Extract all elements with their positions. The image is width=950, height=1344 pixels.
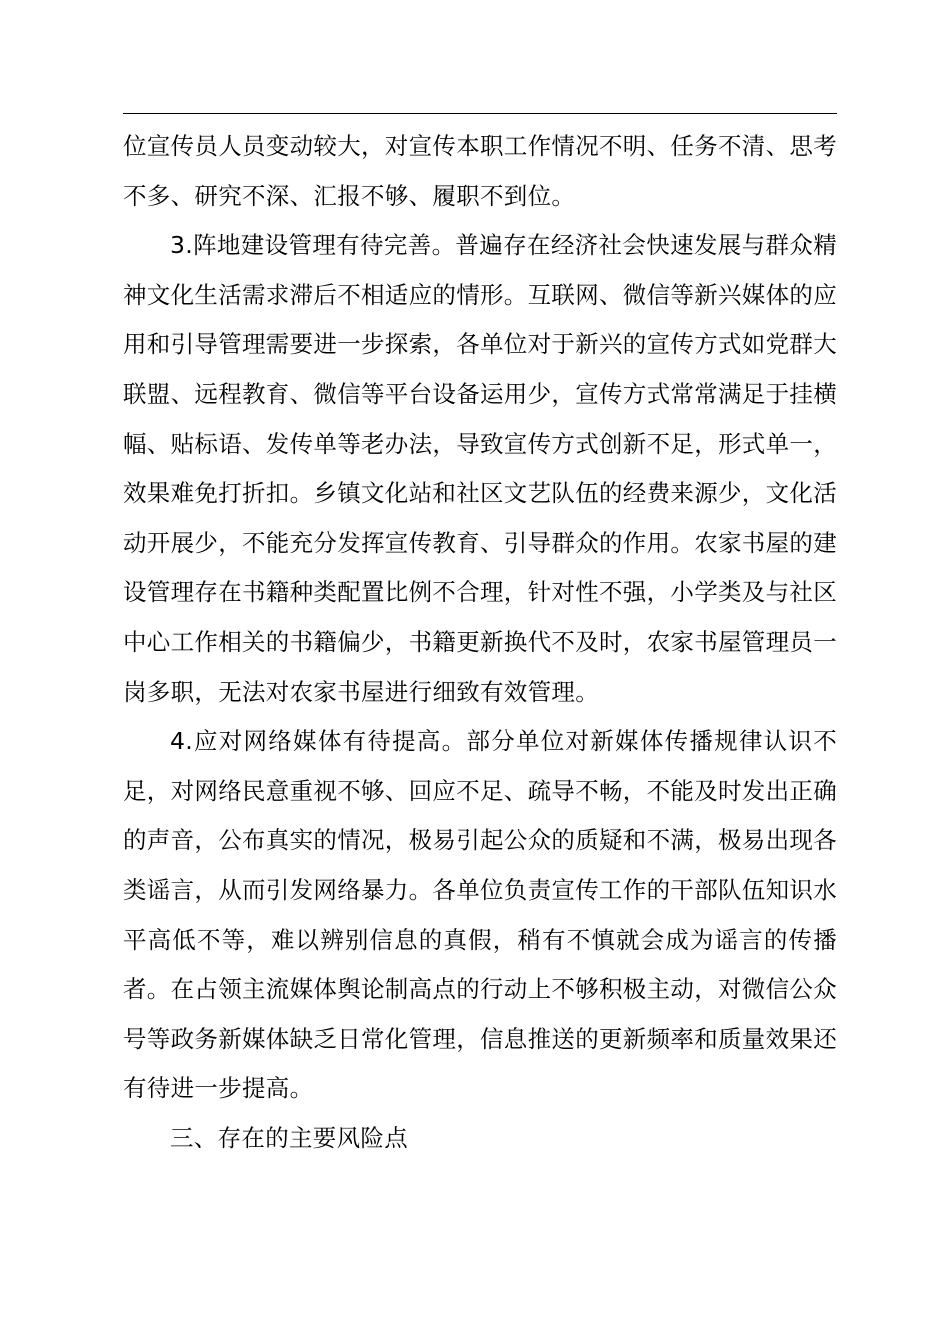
- paragraph-4: 4.应对网络媒体有待提高。部分单位对新媒体传播规律认识不足，对网络民意重视不够、回应不足、疏导不畅，不能及时发出正确的声音，公布真实的情况，极易引起公众的质疑和不满，极易出现各类谣言，从而引发网络暴力。各单位负责宣传工作的干部队伍知识水平高低不等，难以辨别信息的真假，稍有不慎就会成为谣言的传播者。在占领主流媒体舆论制高点的行动上不够积极主动，对微信公众号等政务新媒体缺乏日常化管理，信息推送的更新频率和质量效果还有待进一步提高。: [123, 727, 837, 1103]
- paragraph-3: 3.阵地建设管理有待完善。普遍存在经济社会快速发展与群众精神文化生活需求滞后不相适应的情形。互联网、微信等新兴媒体的应用和引导管理需要进一步探索，各单位对于新兴的宣传方式如党群大联盟、远程教育、微信等平台设备运用少，宣传方式常常满足于挂横幅、贴标语、发传单等老办法，导致宣传方式创新不足，形式单一，效果难免打折扣。乡镇文化站和社区文艺队伍的经费来源少，文化活动开展少，不能充分发挥宣传教育、引导群众的作用。农家书屋的建设管理存在书籍种类配置比例不合理，针对性不强，小学类及与社区中心工作相关的书籍偏少，书籍更新换代不及时，农家书屋管理员一岗多职，无法对农家书屋进行细致有效管理。: [123, 231, 837, 706]
- paragraph-continuation: 位宣传员人员变动较大，对宣传本职工作情况不明、任务不清、思考不多、研究不深、汇报不够、履职不到位。: [123, 132, 837, 210]
- document-body: [123, 122, 837, 1163]
- header-rule: [123, 113, 837, 114]
- section-heading: 三、存在的主要风险点: [170, 1123, 408, 1152]
